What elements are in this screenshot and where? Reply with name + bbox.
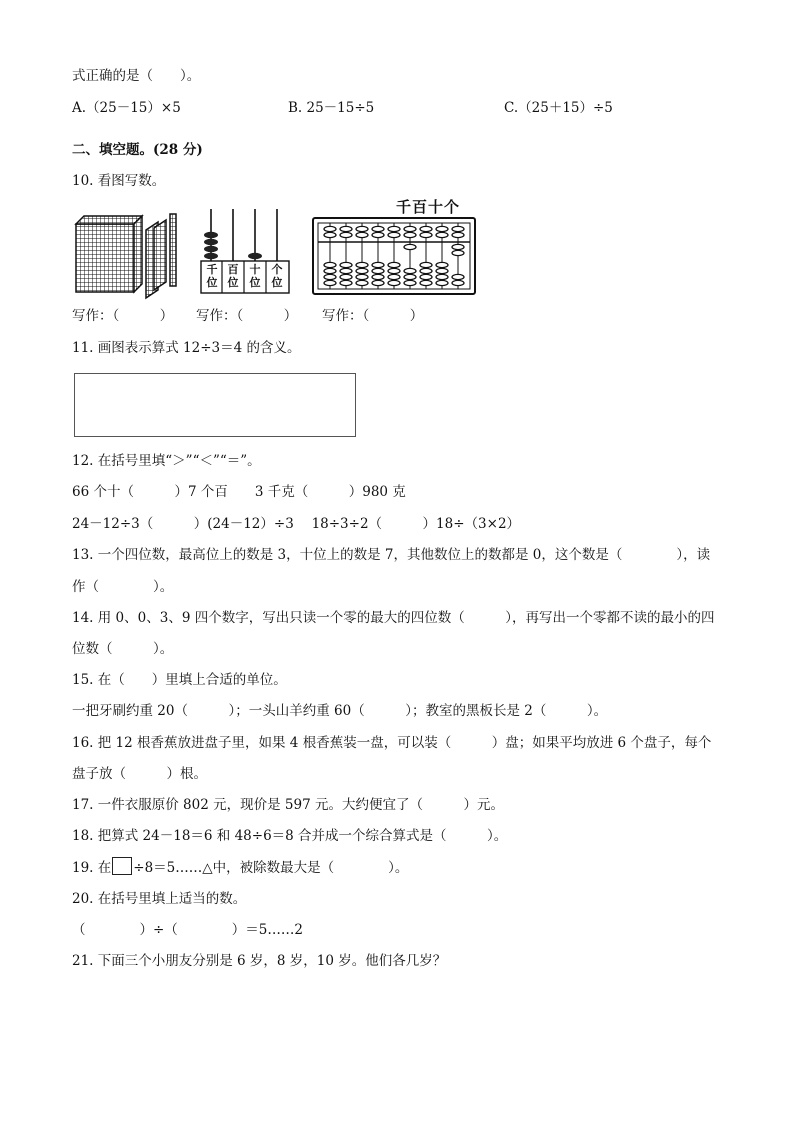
- q17-text: 17. 一件衣服原价 802 元，现价是 597 元。大约便宜了（ ）元。: [72, 797, 504, 813]
- hundred-flat: [146, 220, 166, 298]
- q10-answer-3: 写作：（ ）: [322, 308, 424, 324]
- q9-tail: 式正确的是（ ）。: [72, 68, 201, 84]
- q19-suffix: ÷8＝5……△中，被除数最大是（ ）。: [133, 860, 409, 876]
- q12-text: 12. 在括号里填“＞”“＜”“＝”。: [72, 453, 261, 469]
- dividend-box: [112, 857, 132, 875]
- q10-answer-1: 写作：（ ）: [72, 308, 174, 324]
- abacus-figure: [310, 198, 478, 298]
- q14-line-1: 14. 用 0、0、3、9 四个数字，写出只读一个零的最大的四位数（ ），再写出一个零都不读的最小的四: [72, 610, 715, 626]
- tens-beads: [248, 253, 262, 259]
- q19-text: [72, 857, 408, 878]
- q10-text: 10. 看图写数。: [72, 173, 166, 189]
- abacus-header: 千百十个: [396, 198, 461, 216]
- q20-row: （ ）÷（ ）＝5……2: [72, 922, 303, 938]
- q13-line-2: 作（ ）。: [72, 579, 174, 595]
- q16-line-2: 盘子放（ ）根。: [72, 766, 207, 782]
- q15-row: 一把牙刷约重 20（ ）；一头山羊约重 60（ ）；教室的黑板长是 2（ ）。: [72, 703, 608, 719]
- q15-text: 15. 在（ ）里填上合适的单位。: [72, 672, 287, 688]
- counting-frame-figure: [196, 205, 296, 297]
- q12-row-1: 66 个十（ ）7 个百 3 千克（ ）980 克: [72, 484, 406, 500]
- q11-drawing-box[interactable]: [74, 373, 356, 437]
- abacus-upper-beads: [324, 226, 464, 237]
- q9-option-b: B. 25－15÷5: [288, 100, 375, 116]
- q19-prefix: 19. 在: [72, 860, 112, 876]
- q9-option-c: C.（25＋15）÷5: [504, 100, 613, 116]
- place-label-hundreds: 百位: [227, 263, 239, 289]
- abacus-frame: [310, 198, 478, 298]
- q21-text: 21. 下面三个小朋友分别是 6 岁，8 岁，10 岁。他们各几岁？: [72, 953, 447, 969]
- q18-text: 18. 把算式 24－18＝6 和 48÷6＝8 合并成一个综合算式是（ ）。: [72, 828, 508, 844]
- place-label-ones: 个位: [271, 263, 283, 289]
- q9-option-a: A.（25－15）×5: [72, 100, 181, 116]
- place-label-tens: 十位: [249, 263, 261, 289]
- base-ten-blocks-figure: [72, 210, 182, 300]
- q10-answer-2: 写作：（ ）: [196, 308, 298, 324]
- q13-line-1: 13. 一个四位数，最高位上的数是 3，十位上的数是 7，其他数位上的数都是 0，这个数是（ ），读: [72, 547, 711, 563]
- ten-rod: [170, 214, 176, 286]
- thousand-cube: [76, 216, 142, 292]
- q11-text: 11. 画图表示算式 12÷3＝4 的含义。: [72, 340, 301, 356]
- section-title: 二、填空题。(28 分): [72, 142, 203, 158]
- place-label-thousands: 千位: [206, 263, 218, 289]
- q16-line-1: 16. 把 12 根香蕉放进盘子里，如果 4 根香蕉装一盘，可以装（ ）盘；如果平均放进 6 个盘子，每个: [72, 735, 712, 751]
- q12-row-2: 24－12÷3（ ）(24－12）÷3 18÷3÷2（ ）18÷（3×2）: [72, 516, 521, 532]
- q20-text: 20. 在括号里填上适当的数。: [72, 891, 247, 907]
- q14-line-2: 位数（ ）。: [72, 641, 174, 657]
